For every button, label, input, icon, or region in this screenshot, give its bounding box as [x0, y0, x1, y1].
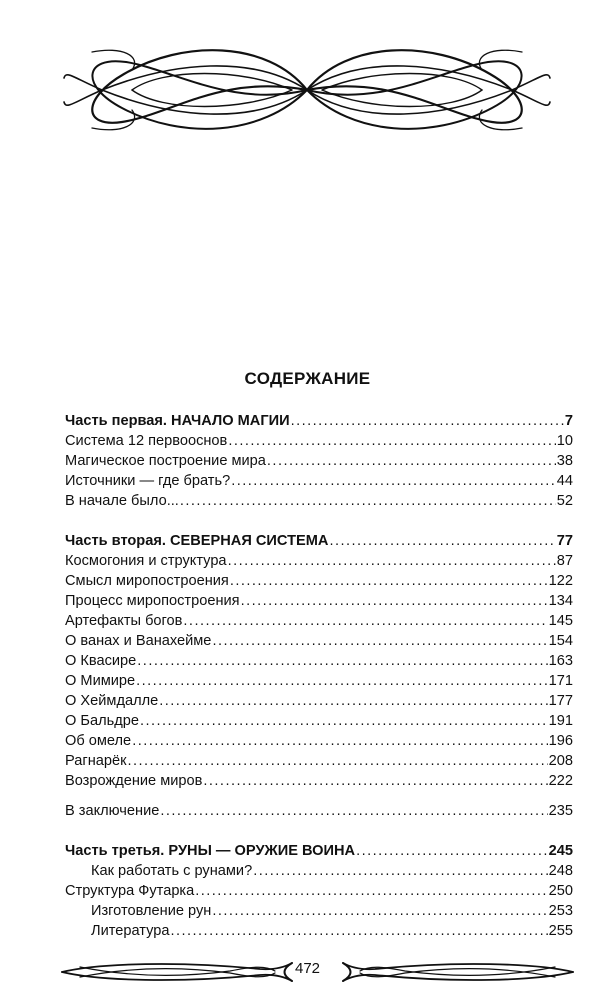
toc-entry [65, 731, 573, 751]
toc-entry [65, 921, 573, 941]
toc-page-number: 154 [548, 633, 573, 649]
toc-entry-title: Процесс миропостроения [65, 593, 240, 609]
toc-entry [65, 801, 573, 821]
toc-entry-title: В начале было... [65, 493, 179, 509]
dot-leader [137, 651, 547, 671]
toc-entry [65, 471, 573, 491]
toc-entry-title: В заключение [65, 803, 160, 819]
contents-heading: СОДЕРЖАНИЕ [244, 369, 371, 388]
top-flourish-ornament [62, 44, 552, 136]
dot-leader [228, 551, 556, 571]
toc-page-number: 10 [556, 433, 573, 449]
toc-entry [65, 591, 573, 611]
toc-spacer [65, 821, 573, 841]
dot-leader [160, 801, 547, 821]
toc-part-entry [65, 841, 573, 861]
toc-part-entry [65, 531, 573, 551]
dot-leader [329, 531, 555, 551]
toc-entry [65, 491, 573, 511]
toc-spacer [65, 791, 573, 801]
toc-entry [65, 771, 573, 791]
toc-part-number: Часть третья. [65, 843, 165, 859]
toc-page-number: 171 [548, 673, 573, 689]
dot-leader [253, 861, 547, 881]
toc-entry [65, 551, 573, 571]
dot-leader [203, 771, 547, 791]
toc-entry-title: Система 12 первооснов [65, 433, 228, 449]
dot-leader [241, 591, 548, 611]
toc-entry [65, 431, 573, 451]
toc-page-number: 235 [548, 803, 573, 819]
toc-page-number: 248 [548, 863, 573, 879]
toc-entry-title: О ванах и Ванахейме [65, 633, 212, 649]
toc-entry-title: Литература [91, 923, 170, 939]
toc-entry [65, 751, 573, 771]
toc-entry-title: Артефакты богов [65, 613, 183, 629]
dot-leader [136, 671, 548, 691]
dot-leader [159, 691, 547, 711]
dot-leader [230, 571, 548, 591]
toc-page-number: 38 [556, 453, 573, 469]
toc-page-number: 222 [548, 773, 573, 789]
toc-entry-title: Источники — где брать? [65, 473, 231, 489]
toc-part-label [65, 411, 290, 431]
toc-entry-title: Как работать с рунами? [91, 863, 253, 879]
toc-entry-title: Рагнарёк [65, 753, 127, 769]
toc-page-number: 253 [548, 903, 573, 919]
dot-leader [231, 471, 556, 491]
toc-entry [65, 451, 573, 471]
toc-part-title: НАЧАЛО МАГИИ [171, 413, 290, 429]
toc-page-number: 255 [548, 923, 573, 939]
toc-entry [65, 671, 573, 691]
toc-entry-title: Изготовление рун [91, 903, 212, 919]
toc-page-number: 177 [548, 693, 573, 709]
toc-spacer [65, 511, 573, 531]
toc-part-entry [65, 411, 573, 431]
dot-leader [180, 491, 556, 511]
toc-page-number: 245 [548, 843, 573, 859]
table-of-contents [65, 411, 573, 941]
toc-page-number: 196 [548, 733, 573, 749]
toc-part-number: Часть первая. [65, 413, 167, 429]
toc-page-number: 44 [556, 473, 573, 489]
toc-page-number: 87 [556, 553, 573, 569]
toc-part-label [65, 531, 328, 551]
dot-leader [171, 921, 548, 941]
toc-entry-title: Возрождение миров [65, 773, 203, 789]
page-number: 472 [294, 960, 321, 977]
toc-entry-title: Структура Футарка [65, 883, 195, 899]
dot-leader [183, 611, 547, 631]
toc-page-number: 134 [548, 593, 573, 609]
dot-leader [267, 451, 556, 471]
toc-part-number: Часть вторая. [65, 533, 166, 549]
toc-page-number: 122 [548, 573, 573, 589]
dot-leader [291, 411, 564, 431]
toc-page-number: 163 [548, 653, 573, 669]
toc-entry [65, 691, 573, 711]
dot-leader [356, 841, 548, 861]
toc-entry-title: Космогония и структура [65, 553, 227, 569]
toc-entry [65, 611, 573, 631]
toc-part-title: СЕВЕРНАЯ СИСТЕМА [169, 533, 329, 549]
dot-leader [195, 881, 547, 901]
toc-page-number: 191 [548, 713, 573, 729]
toc-entry-title: Магическое построение мира [65, 453, 266, 469]
toc-entry-title: О Квасире [65, 653, 137, 669]
toc-entry-title: Об омеле [65, 733, 132, 749]
toc-page-number: 250 [548, 883, 573, 899]
toc-page-number: 52 [556, 493, 573, 509]
toc-entry [65, 631, 573, 651]
toc-entry-title: Смысл миропостроения [65, 573, 229, 589]
dot-leader [132, 731, 547, 751]
dot-leader [212, 901, 547, 921]
dot-leader [140, 711, 548, 731]
toc-entry-title: О Хеймдалле [65, 693, 159, 709]
toc-page-number: 145 [548, 613, 573, 629]
toc-page-number: 77 [556, 533, 573, 549]
toc-entry [65, 571, 573, 591]
toc-entry-title: О Мимире [65, 673, 136, 689]
toc-page-number: 7 [564, 413, 573, 429]
toc-entry [65, 651, 573, 671]
dot-leader [127, 751, 547, 771]
toc-entry-title: О Бальдре [65, 713, 139, 729]
toc-entry [65, 881, 573, 901]
toc-part-label [65, 841, 355, 861]
dot-leader [228, 431, 555, 451]
dot-leader [212, 631, 547, 651]
toc-entry [65, 861, 573, 881]
toc-part-title: РУНЫ — ОРУЖИЕ ВОИНА [168, 843, 356, 859]
toc-page-number: 208 [548, 753, 573, 769]
toc-entry [65, 711, 573, 731]
toc-entry [65, 901, 573, 921]
